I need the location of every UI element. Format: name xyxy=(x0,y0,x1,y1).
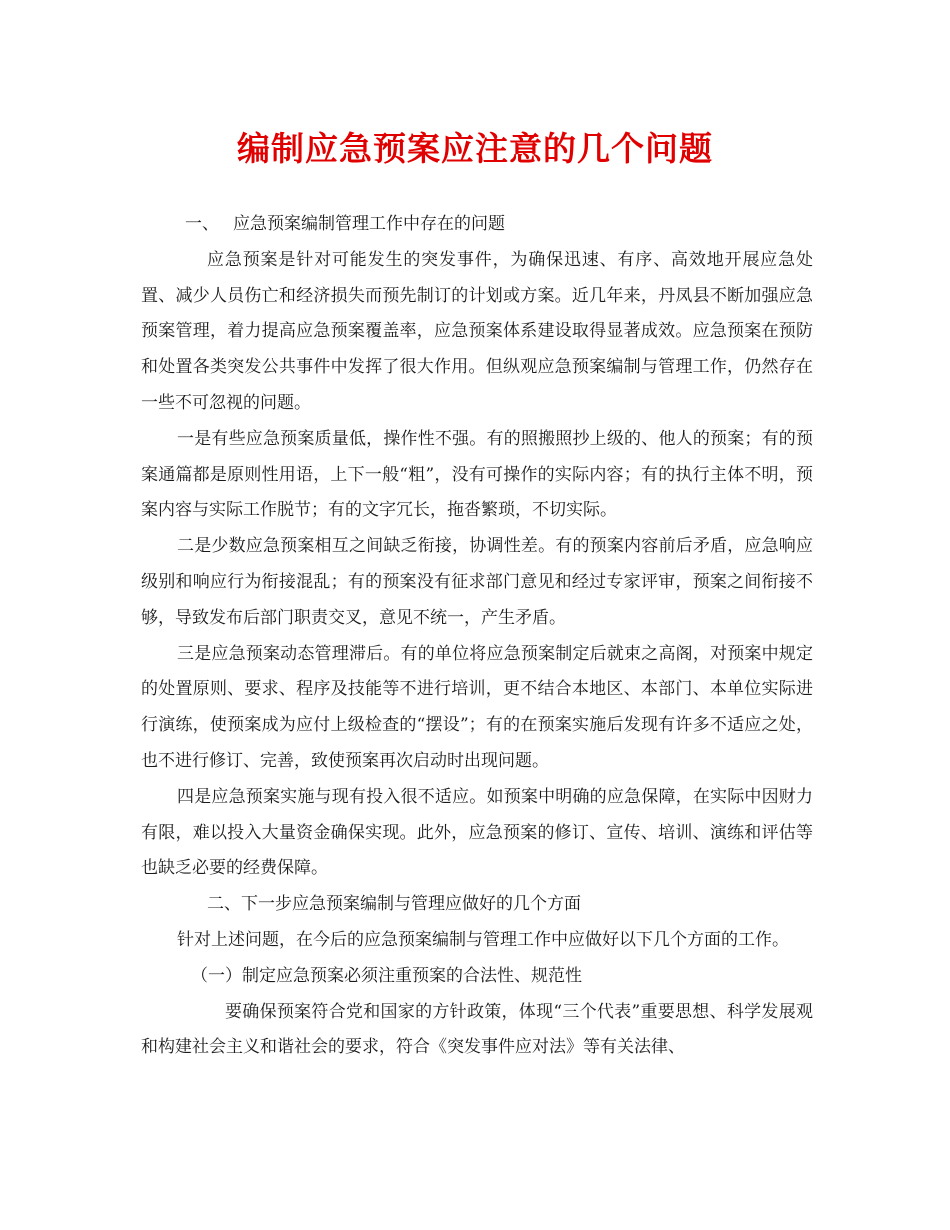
paragraph-intro: 应急预案是针对可能发生的突发事件，为确保迅速、有序、高效地开展应急处置、减少人员伤亡和经济损失而预先制订的计划或方案。近几年来，丹凤县不断加强应急预案管理，着力提高应急预案覆盖率，应急预案体系建设取得显著成效。应急预案在预防和处置各类突发公共事件中发挥了很大作用。但纵观应急预案编制与管理工作，仍然存在一些不可忽视的问题。 xyxy=(141,249,813,413)
paragraph-problem-3: 三是应急预案动态管理滞后。有的单位将应急预案制定后就束之高阁，对预案中规定的处置原则、要求、程序及技能等不进行培训，更不结合本地区、本部门、本单位实际进行演练，使预案成为应付上级检查的“摆设”；有的在预案实施后发现有许多不适应之处，也不进行修订、完善，致使预案再次启动时出现问题。 xyxy=(141,643,813,771)
subsection-heading-1: （一）制定应急预案必须注重预案的合法性、规范性 xyxy=(191,965,582,986)
section-heading-text: 应急预案编制管理工作中存在的问题 xyxy=(233,214,505,234)
paragraph-problem-4: 四是应急预案实施与现有投入很不适应。如预案中明确的应急保障，在实际中因财力有限，难以投入大量资金确保实现。此外，应急预案的修订、宣传、培训、演练和评估等也缺乏必要的经费保障。 xyxy=(141,786,813,879)
section-number: 一、 xyxy=(185,214,219,234)
document-body xyxy=(141,207,813,1066)
paragraph-section2-intro: 针对上述问题，在今后的应急预案编制与管理工作中应做好以下几个方面的工作。 xyxy=(177,929,789,950)
document-title: 编制应急预案应注意的几个问题 xyxy=(237,129,713,168)
paragraph-subsection-1: 要确保预案符合党和国家的方针政策，体现“三个代表”重要思想、科学发展观和构建社会主义和谐社会的要求，符合《突发事件应对法》等有关法律、 xyxy=(141,1001,813,1058)
section-heading-2: 二、下一步应急预案编制与管理应做好的几个方面 xyxy=(207,894,581,915)
section-heading-1 xyxy=(141,207,813,243)
paragraph-problem-2: 二是少数应急预案相互之间缺乏衔接，协调性差。有的预案内容前后矛盾，应急响应级别和响应行为衔接混乱；有的预案没有征求部门意见和经过专家评审，预案之间衔接不够，导致发布后部门职责交叉，意见不统一，产生矛盾。 xyxy=(141,536,813,628)
paragraph-problem-1: 一是有些应急预案质量低，操作性不强。有的照搬照抄上级的、他人的预案；有的预案通篇都是原则性用语，上下一般“粗”，没有可操作的实际内容；有的执行主体不明，预案内容与实际工作脱节；有的文字冗长，拖沓繁琐，不切实际。 xyxy=(141,428,813,521)
